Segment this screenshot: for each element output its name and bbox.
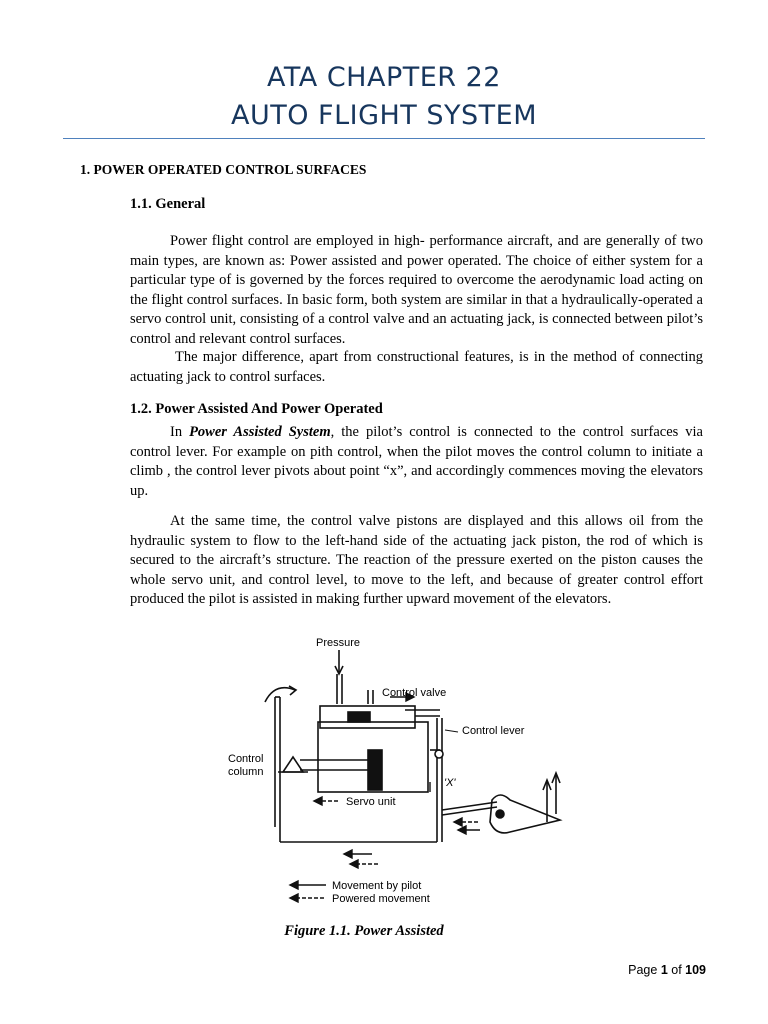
legend-movement-by-pilot: Movement by pilot — [332, 880, 422, 892]
label-point-x: 'X' — [444, 777, 456, 789]
page-total: 109 — [685, 963, 706, 977]
paragraph-control-valve: At the same time, the control valve pistons are displayed and this allows oil from the hydraulic system to flow to the left-hand side of the actuating jack piston, the rod of which is secured to the aircraft’s structure. The reaction of the pressure exerted on the piston causes the whole servo unit, and control level, to move to the left, and because of greater control effort produced the pilot is assisted in making further upward movement of the elevators. — [130, 513, 703, 607]
paragraph-major-difference: The major difference, apart from constructional features, is in the method of connecting actuating jack to control surfaces. — [130, 349, 703, 385]
title-divider — [63, 138, 705, 139]
system-title: AUTO FLIGHT SYSTEM — [230, 100, 537, 131]
page-label: Page — [628, 963, 661, 977]
power-assisted-diagram — [0, 632, 768, 912]
section-heading: 1. POWER OPERATED CONTROL SURFACES — [80, 162, 367, 177]
label-control-column-line1: Control — [228, 753, 264, 765]
chapter-title: ATA CHAPTER 22 — [267, 62, 501, 93]
page-number-footer — [628, 963, 706, 977]
legend-powered-movement: Powered movement — [332, 893, 430, 905]
subsection-heading-power-assisted: 1.2. Power Assisted And Power Operated — [130, 401, 383, 417]
label-control-column-line2: column — [228, 766, 264, 778]
emphasis-power-assisted-system: Power Assisted System — [189, 424, 331, 440]
label-control-valve: Control valve — [382, 687, 447, 699]
label-control-lever: Control lever — [462, 725, 525, 737]
label-pressure: Pressure — [316, 637, 361, 649]
figure-caption: Figure 1.1. Power Assisted — [284, 923, 444, 939]
paragraph-general: Power flight control are employed in high- performance aircraft, and are generally of two main types, are known as: Power assisted and power operated. The choice of either system for a particular type of is governed by the forces required to overcome the aerodynamic load acting on the flight control surfaces. In basic form, both system are similar in that a hydraulically-operated a servo control unit, consisting of a control valve and an actuating jack, is connected between pilot’s control and relevant control surfaces. — [130, 233, 703, 347]
text-run: , the pilot’s control is connected to the control surfaces via control lever. For example on pith control, when the pilot moves the control column to initiate a climb , the control lever pivots about point “x”, and accordingly commences moving the elevators up. — [130, 424, 703, 499]
text-run: In — [170, 424, 190, 440]
page-current: 1 — [660, 963, 668, 977]
subsection-heading-general: 1.1. General — [130, 196, 206, 212]
page-of-label: of — [667, 963, 686, 977]
label-servo-unit: Servo unit — [346, 796, 396, 808]
paragraph-power-assisted — [130, 423, 703, 501]
